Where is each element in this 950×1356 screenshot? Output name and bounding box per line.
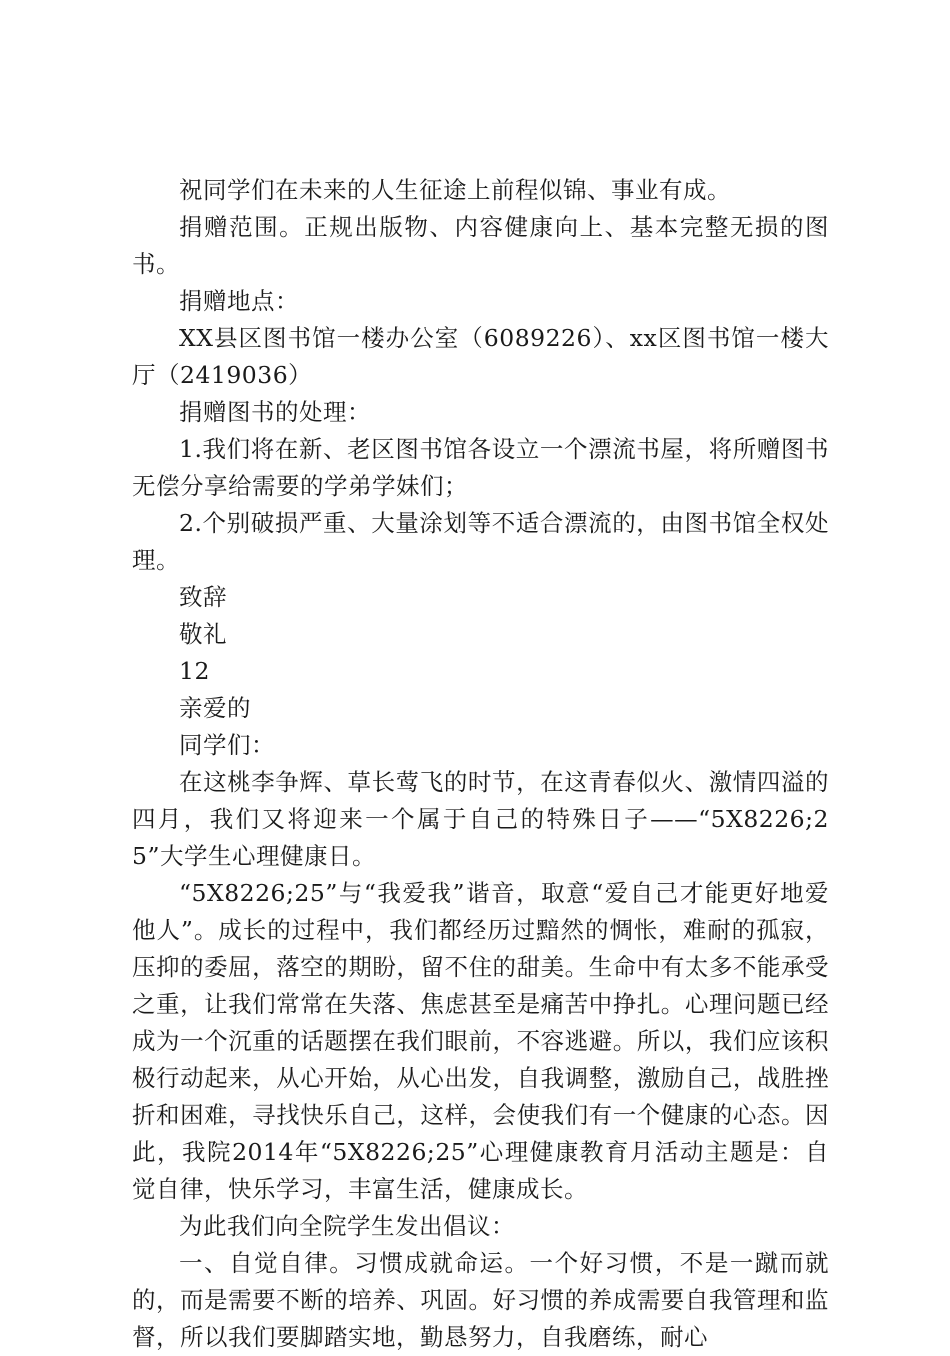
paragraph-intro: 在这桃李争辉、草长莺飞的时节，在这青春似火、激情四溢的四月，我们又将迎来一个属于自己的特殊日子——“5X8226;25”大学生心理健康日。 xyxy=(132,768,829,870)
paragraph-wishes: 祝同学们在未来的人生征途上前程似锦、事业有成。 xyxy=(179,176,731,204)
paragraph-donation-location: XX县区图书馆一楼办公室（6089226）、xx区图书馆一楼大厅（2419036） xyxy=(132,324,829,389)
paragraph-donation-location-heading: 捐赠地点： xyxy=(179,287,299,315)
paragraph-greeting-2: 同学们： xyxy=(179,731,275,759)
paragraph-closing: 致辞 xyxy=(179,583,227,611)
paragraph-greeting-1: 亲爱的 xyxy=(179,694,251,722)
paragraph-number: 12 xyxy=(179,657,210,685)
paragraph-donation-handling-heading: 捐赠图书的处理： xyxy=(179,398,371,426)
paragraph-donation-scope: 捐赠范围。正规出版物、内容健康向上、基本完整无损的图书。 xyxy=(132,213,829,278)
paragraph-handling-item-2: 2.个别破损严重、大量涂划等不适合漂流的，由图书馆全权处理。 xyxy=(132,509,829,574)
paragraph-self-discipline: 一、自觉自律。习惯成就命运。一个好习惯，不是一蹴而就的，而是需要不断的培养、巩固。好习惯的养成需要自我管理和监督，所以我们要脚踏实地，勤恳努力，自我磨练，耐心 xyxy=(132,1249,829,1351)
paragraph-proposal: 为此我们向全院学生发出倡议： xyxy=(179,1212,515,1240)
document-body xyxy=(132,172,829,1356)
paragraph-handling-item-1: 1.我们将在新、老区图书馆各设立一个漂流书屋，将所赠图书无偿分享给需要的学弟学妹们； xyxy=(132,435,829,500)
paragraph-salute: 敬礼 xyxy=(179,620,227,648)
paragraph-theme: “5X8226;25”与“我爱我”谐音，取意“爱自己才能更好地爱他人”。成长的过程中，我们都经历过黯然的惆怅，难耐的孤寂，压抑的委屈，落空的期盼，留不住的甜美。生命中有太多不能承受之重，让我们常常在失落、焦虑甚至是痛苦中挣扎。心理问题已经成为一个沉重的话题摆在我们眼前，不容逃避。所以，我们应该积极行动起来，从心开始，从心出发，自我调整，激励自己，战胜挫折和困难，寻找快乐自己，这样，会使我们有一个健康的心态。因此，我院2014年“5X8226;25”心理健康教育月活动主题是：自觉自律，快乐学习，丰富生活，健康成长。 xyxy=(132,879,829,1203)
